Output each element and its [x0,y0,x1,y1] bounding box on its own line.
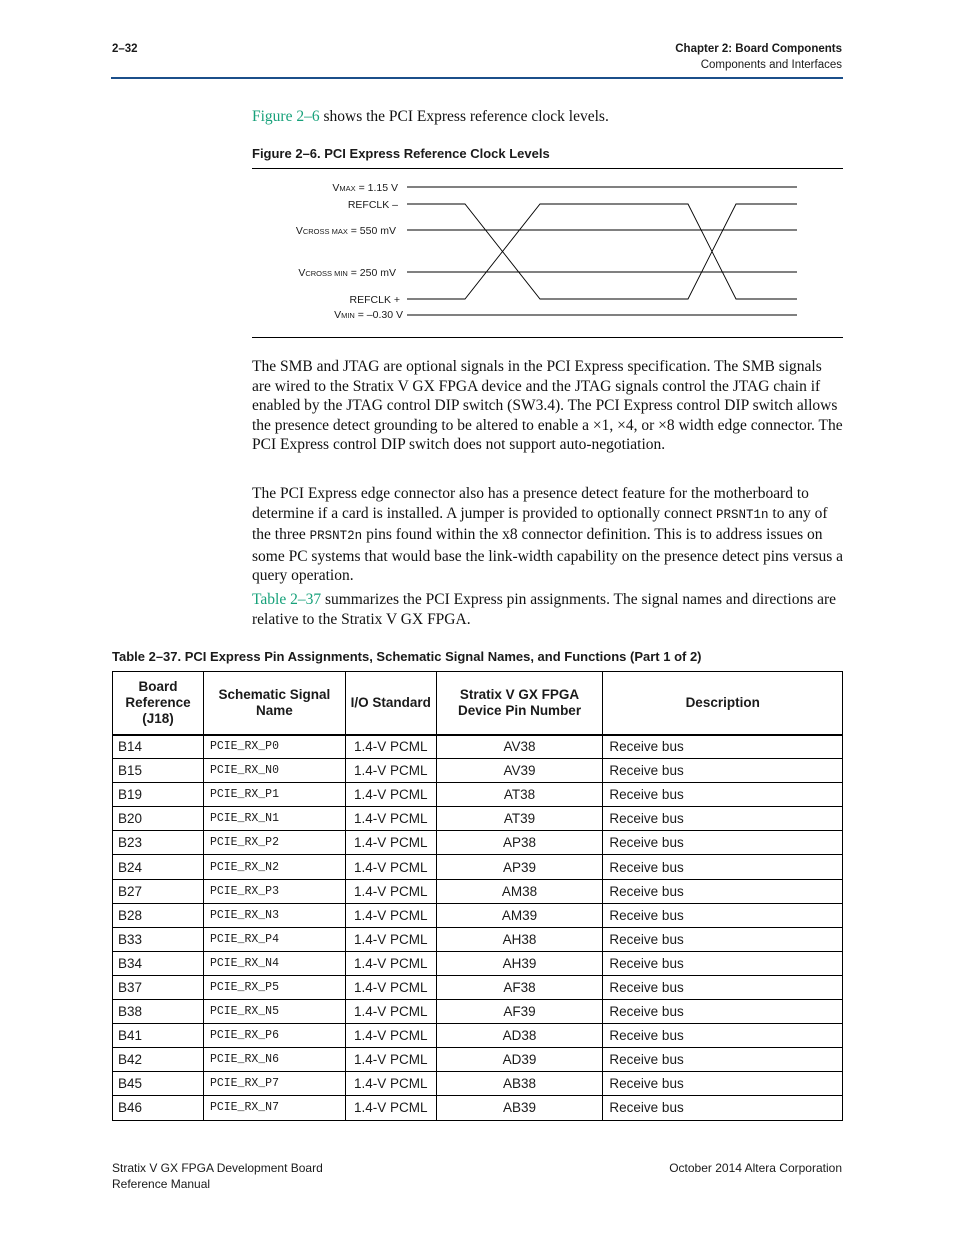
description-cell: Receive bus [603,927,843,951]
description-cell: Receive bus [603,951,843,975]
page-number: 2–32 [112,43,138,55]
signal-name-cell: PCIE_RX_N5 [203,1000,345,1024]
section-title: Components and Interfaces [700,59,842,71]
vmin-label: VMIN = –0.30 V [334,309,403,321]
io-standard-cell: 1.4-V PCML [345,1096,436,1120]
signal-name-cell: PCIE_RX_P2 [203,831,345,855]
io-standard-cell: 1.4-V PCML [345,807,436,831]
pin-number-cell: AV38 [436,735,603,759]
table-header-row [113,672,843,735]
presence-detect-paragraph [252,484,844,586]
io-standard-cell: 1.4-V PCML [345,735,436,759]
signal-name-cell: PCIE_RX_P3 [203,879,345,903]
pin-number-cell: AF38 [436,975,603,999]
table-row [113,807,843,831]
table-row [113,927,843,951]
description-cell: Receive bus [603,783,843,807]
signal-name-cell: PCIE_RX_N2 [203,855,345,879]
table-intro-text: summarizes the PCI Express pin assignments. The signal names and directions are relative to the Stratix V GX FPGA. [252,591,837,628]
board-reference-cell: B33 [113,927,204,951]
description-cell: Receive bus [603,1096,843,1120]
signal-name-cell: PCIE_RX_N3 [203,903,345,927]
board-reference-cell: B37 [113,975,204,999]
io-standard-cell: 1.4-V PCML [345,783,436,807]
table-caption: Table 2–37. PCI Express Pin Assignments, Schematic Signal Names, and Functions (Part 1 of 2) [112,649,702,664]
description-cell: Receive bus [603,903,843,927]
description-cell: Receive bus [603,975,843,999]
pin-number-cell: AP39 [436,855,603,879]
footer-doc-type: Reference Manual [112,1177,211,1191]
vcross-min-label: VCROSS MIN = 250 mV [298,267,396,279]
signal-name-cell: PCIE_RX_P0 [203,735,345,759]
pin-number-cell: AT39 [436,807,603,831]
pin-number-cell: AV39 [436,759,603,783]
pin-assignment-table [112,671,843,1121]
pin-number-cell: AB38 [436,1072,603,1096]
io-standard-cell: 1.4-V PCML [345,1072,436,1096]
description-cell: Receive bus [603,1072,843,1096]
board-reference-cell: B34 [113,951,204,975]
board-reference-cell: B19 [113,783,204,807]
vmax-label: VMAX = 1.15 V [332,182,398,194]
signal-name-cell: PCIE_RX_N6 [203,1048,345,1072]
description-cell: Receive bus [603,831,843,855]
signal-name-cell: PCIE_RX_P1 [203,783,345,807]
io-standard-cell: 1.4-V PCML [345,759,436,783]
smb-jtag-paragraph: The SMB and JTAG are optional signals in the PCI Express specification. The SMB signals are wired to the Stratix V GX FPGA device and the JTAG signals control the JTAG chain if enabled by the JTAG control DIP switch (SW3.4). The PCI Express control DIP switch allows the presence detect grounding to be altered to enable a ×1, ×4, or ×8 width edge connector. The PCI Express control DIP switch does not support auto-negotiation. [252,358,843,453]
io-standard-cell: 1.4-V PCML [345,927,436,951]
signal-name-cell: PCIE_RX_P6 [203,1024,345,1048]
description-cell: Receive bus [603,879,843,903]
para2-text-2: to any of the three [252,504,828,543]
footer-left [112,1160,323,1192]
header-rule [111,77,843,79]
board-reference-cell: B20 [113,807,204,831]
table-row [113,831,843,855]
table-row [113,1048,843,1072]
refclk-levels-diagram [252,170,843,336]
figure-caption: Figure 2–6. PCI Express Reference Clock Levels [252,146,550,161]
refclk-minus-waveform [407,204,797,299]
board-reference-cell: B46 [113,1096,204,1120]
io-standard-cell: 1.4-V PCML [345,903,436,927]
pin-number-cell: AM38 [436,879,603,903]
vcross-max-label: VCROSS MAX = 550 mV [295,225,396,237]
io-standard-cell: 1.4-V PCML [345,1000,436,1024]
table-intro-paragraph [252,590,844,629]
description-cell: Receive bus [603,735,843,759]
table-row [113,1000,843,1024]
table-row [113,1024,843,1048]
signal-name-cell: PCIE_RX_N7 [203,1096,345,1120]
table-2-37-link[interactable]: Table 2–37 [252,591,322,608]
figure-2-6-link[interactable]: Figure 2–6 [252,108,320,125]
pin-number-cell: AH38 [436,927,603,951]
board-reference-cell: B23 [113,831,204,855]
para2-text-1: The PCI Express edge connector also has a presence detect feature for the motherboard to determine if a card is installed. A jumper is provided to optionally connect [252,485,809,522]
io-standard-cell: 1.4-V PCML [345,951,436,975]
signal-name-cell: PCIE_RX_N4 [203,951,345,975]
pin-number-cell: AF39 [436,1000,603,1024]
pin-number-cell: AM39 [436,903,603,927]
refclk-plus-label: REFCLK + [349,294,400,306]
io-standard-cell: 1.4-V PCML [345,1048,436,1072]
intro-paragraph [252,107,844,127]
chapter-title: Chapter 2: Board Components [675,43,842,55]
prsnt2n-code: PRSNT2n [309,529,363,543]
description-cell: Receive bus [603,1024,843,1048]
footer-right: October 2014 Altera Corporation [669,1161,842,1175]
io-standard-cell: 1.4-V PCML [345,975,436,999]
table-row [113,879,843,903]
intro-text: shows the PCI Express reference clock levels. [319,108,609,125]
board-reference-cell: B38 [113,1000,204,1024]
description-cell: Receive bus [603,855,843,879]
header-description: Description [603,672,843,735]
refclk-minus-label: REFCLK – [347,199,398,211]
table-row [113,735,843,759]
table-row [113,903,843,927]
pin-number-cell: AD39 [436,1048,603,1072]
signal-name-cell: PCIE_RX_P7 [203,1072,345,1096]
table-row [113,783,843,807]
table-row [113,1072,843,1096]
board-reference-cell: B42 [113,1048,204,1072]
header-io-standard: I/O Standard [345,672,436,735]
io-standard-cell: 1.4-V PCML [345,831,436,855]
pin-number-cell: AP38 [436,831,603,855]
pin-number-cell: AT38 [436,783,603,807]
description-cell: Receive bus [603,1048,843,1072]
io-standard-cell: 1.4-V PCML [345,1024,436,1048]
table-row [113,855,843,879]
prsnt1n-code: PRSNT1n [716,507,769,522]
board-reference-cell: B45 [113,1072,204,1096]
table-row [113,759,843,783]
board-reference-cell: B27 [113,879,204,903]
header-schematic-signal: Schematic Signal Name [203,672,345,735]
pin-number-cell: AH39 [436,951,603,975]
signal-name-cell: PCIE_RX_N1 [203,807,345,831]
description-cell: Receive bus [603,759,843,783]
io-standard-cell: 1.4-V PCML [345,879,436,903]
board-reference-cell: B15 [113,759,204,783]
board-reference-cell: B41 [113,1024,204,1048]
table-row [113,975,843,999]
pin-number-cell: AB39 [436,1096,603,1120]
footer-doc-title: Stratix V GX FPGA Development Board [112,1161,323,1175]
board-reference-cell: B14 [113,735,204,759]
signal-name-cell: PCIE_RX_N0 [203,759,345,783]
header-fpga-pin: Stratix V GX FPGA Device Pin Number [436,672,603,735]
board-reference-cell: B28 [113,903,204,927]
table-row [113,951,843,975]
para2-text-3: pins found within the x8 connector definition. This is to address issues on some PC systems that would base the link-width capability on the presence detect pins versus a query operation. [252,526,844,584]
signal-name-cell: PCIE_RX_P5 [203,975,345,999]
description-cell: Receive bus [603,807,843,831]
io-standard-cell: 1.4-V PCML [345,855,436,879]
table-row [113,1096,843,1120]
pin-number-cell: AD38 [436,1024,603,1048]
refclk-plus-waveform [407,204,797,299]
figure-rule-top [252,168,843,169]
figure-rule-bottom [252,337,843,338]
signal-name-cell: PCIE_RX_P4 [203,927,345,951]
board-reference-cell: B24 [113,855,204,879]
description-cell: Receive bus [603,1000,843,1024]
header-board-reference: Board Reference (J18) [113,672,204,735]
